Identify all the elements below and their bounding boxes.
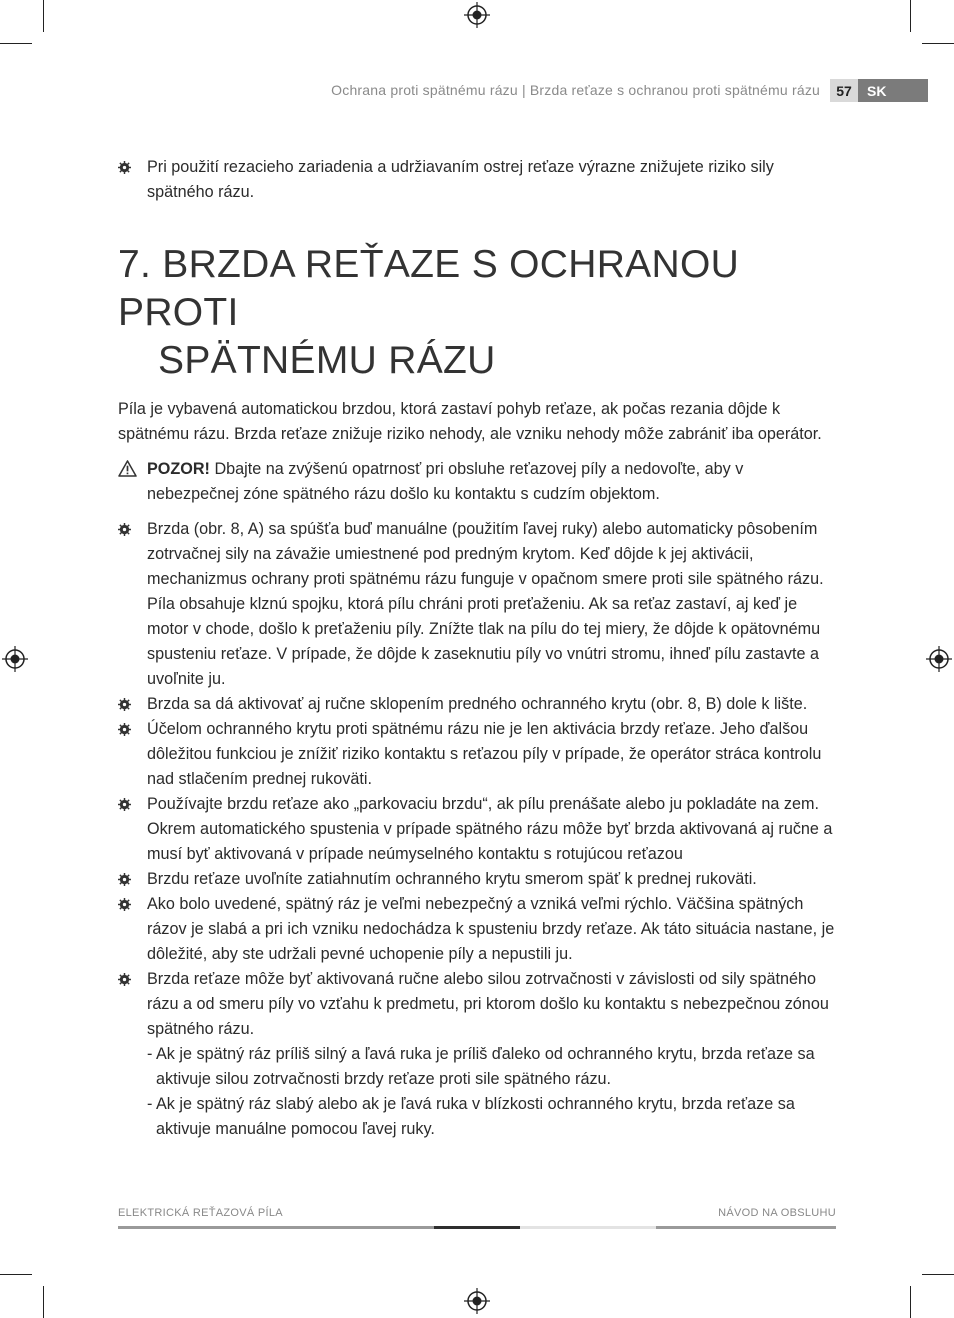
list-item <box>118 717 838 792</box>
running-header: Ochrana proti spätnému rázu | Brzda reťaze s ochranou proti spätnému rázu <box>331 82 820 98</box>
footer-bar-segment <box>520 1226 656 1229</box>
footer-bar-segment <box>656 1226 836 1229</box>
footer-bar-segment <box>118 1226 434 1229</box>
section-title-line2: SPÄTNÉMU RÁZU <box>158 339 496 382</box>
sub-item: - Ak je spätný ráz slabý alebo ak je ľavá ruka v blízkosti ochranného krytu, brzda reťaze sa aktivuje manuálne pomocou ľavej ruky. <box>147 1095 795 1138</box>
crop-mark <box>922 1274 954 1275</box>
crop-mark <box>0 43 32 44</box>
list-item <box>118 892 838 967</box>
list-item <box>118 792 838 867</box>
footer-bar-segment <box>434 1226 520 1229</box>
bullet-text: Účelom ochranného krytu proti spätnému rázu nie je len aktivácia brzdy reťaze. Jeho ďalšou dôležitou funkciou je znížiť riziko kontaktu s reťazou píly v prípade, že operátor stráca kontrolu nad stlačením prednej rukoväti. <box>147 720 822 788</box>
footer-right: NÁVOD NA OBSLUHU <box>718 1207 836 1219</box>
list-item <box>118 967 838 1042</box>
bullet-icon <box>118 698 131 711</box>
bullet-text: Pri použití rezacieho zariadenia a udržiavaním ostrej reťaze výrazne znižujete riziko sily spätného rázu. <box>147 158 774 201</box>
warning-triangle-icon <box>118 460 137 477</box>
registration-mark-icon <box>2 646 28 672</box>
crop-mark <box>910 0 911 32</box>
page-number: 57 <box>830 79 858 102</box>
list-item <box>118 867 838 892</box>
bullet-text: Brzdu reťaze uvoľníte zatiahnutím ochranného krytu smerom späť k prednej rukoväti. <box>147 870 757 888</box>
warning-text: Dbajte na zvýšenú opatrnosť pri obsluhe reťazovej píly a nedovoľte, aby v nebezpečnej zóne spätného rázu došlo ku kontaktu s cudzím objektom. <box>147 460 744 503</box>
registration-mark-icon <box>464 1288 490 1314</box>
section-title-line1: 7. BRZDA REŤAZE S OCHRANOU PROTI <box>118 243 740 334</box>
crop-mark <box>43 1286 44 1318</box>
bullet-icon <box>118 798 131 811</box>
language-tab: SK <box>858 79 928 102</box>
registration-mark-icon <box>464 2 490 28</box>
crop-mark <box>43 0 44 32</box>
list-item <box>118 692 838 717</box>
sub-list <box>118 1042 838 1142</box>
footer-left: ELEKTRICKÁ REŤAZOVÁ PÍLA <box>118 1207 283 1219</box>
bullet-icon <box>118 723 131 736</box>
bullet-icon <box>118 898 131 911</box>
section-title <box>118 241 838 385</box>
bullet-text: Používajte brzdu reťaze ako „parkovaciu brzdu“, ak pílu prenášate alebo ju pokladáte na zem. Okrem automatického spustenia v prípade spätného rázu môže byť brzda aktivovaná aj ručne a musí byť aktivovaná v prípade neúmyselného kontaktu s rotujúcou reťazou <box>147 795 833 863</box>
section-paragraph: Píla je vybavená automatickou brzdou, ktorá zastaví pohyb reťaze, ak počas rezania dôjde k spätnému rázu. Brzda reťaze znižuje riziko nehody, ale vzniku nehody môže zabrániť iba operátor. <box>118 400 822 443</box>
bullet-text: Brzda sa dá aktivovať aj ručne sklopením predného ochranného krytu (obr. 8, B) dole k lište. <box>147 695 808 713</box>
bullet-text: Brzda (obr. 8, A) sa spúšťa buď manuálne (použitím ľavej ruky) alebo automaticky pôsobením zotrvačnej sily na závažie umiestnené pod predným krytom. Keď dôjde k jej aktivácii, mechanizmus ochrany proti spätnému rázu funguje v opačnom smere proti sile spätného rázu. Píla obsahuje klznú spojku, ktorá pílu chráni proti preťaženiu. Ak sa reťaz zastaví, aj keď je motor v chode, došlo k preťaženiu píly. Znížte tlak na pílu do tej miery, že dôjde k opätovnému spusteniu reťaze. V prípade, že dôjde k zaseknutiu píly vo vnútri stromu, ihneď pílu zastavte a uvoľnite ju. <box>147 520 824 688</box>
warning-label: POZOR! <box>147 460 210 478</box>
list-item <box>118 517 838 692</box>
bullet-icon <box>118 973 131 986</box>
crop-mark <box>922 43 954 44</box>
bullet-icon <box>118 523 131 536</box>
bullet-icon <box>118 873 131 886</box>
bullet-text: Ako bolo uvedené, spätný ráz je veľmi nebezpečný a vzniká veľmi rýchlo. Väčšina spätných rázov je slabá a pri ich vzniku nedochádza k spusteniu brzdy reťaze. Ak táto situácia nastane, je dôležité, aby ste udržali pevné uchopenie píly a nepustili ju. <box>147 895 835 963</box>
bullet-list <box>118 517 838 1042</box>
page-content <box>118 155 838 1142</box>
crop-mark <box>910 1286 911 1318</box>
crop-mark <box>0 1274 32 1275</box>
warning-note <box>118 457 838 507</box>
intro-bullet <box>118 155 838 205</box>
sub-item: - Ak je spätný ráz príliš silný a ľavá ruka je príliš ďaleko od ochranného krytu, brzda reťaze sa aktivuje silou zotrvačnosti brzdy reťaze proti sile spätného rázu. <box>147 1045 815 1088</box>
registration-mark-icon <box>926 646 952 672</box>
bullet-icon <box>118 161 131 174</box>
bullet-text: Brzda reťaze môže byť aktivovaná ručne alebo silou zotrvačnosti v závislosti od sily spätného rázu a od smeru píly vo vzťahu k predmetu, pri ktorom došlo ku kontaktu s nebezpečnou zónou spätného rázu. <box>147 970 829 1038</box>
